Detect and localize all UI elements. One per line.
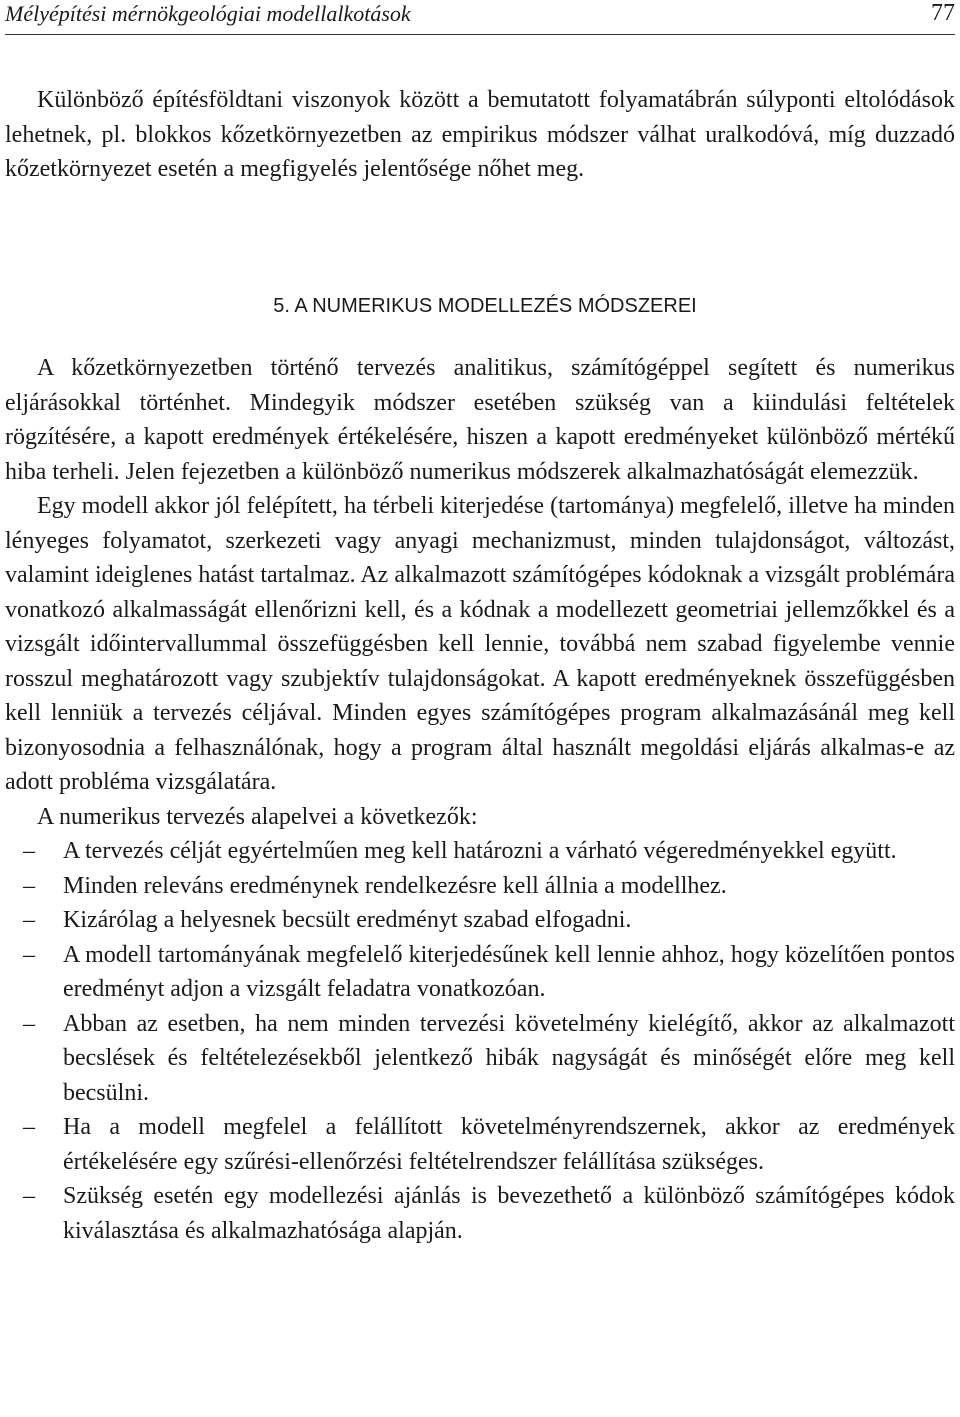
dash-marker: – [23,872,35,899]
dash-marker: – [23,1114,35,1140]
dash-marker: – [23,1010,35,1037]
section-paragraph-1: A kőzetkörnyezetben történő tervezés analitikus, számítógéppel segített és numerikus eljárásokkal történhet. Mindegyik módszer esetében szükség van a kiindulási feltételek rögzítésére, a kapott eredmények értékelésére, hiszen a kapott eredményeket különböző mértékű hiba terheli. Jelen fejezetben a különböző numerikus módszerek alkalmazhatóságát elemezzük. [5,355,955,485]
list-item [5,1007,955,1111]
document-body [5,83,955,1248]
list-item [5,903,955,938]
list-item [5,834,955,869]
list-item-text: Abban az esetben, ha nem minden tervezési követelmény kielégítő, akkor az alkalmazott becslések és feltételezésekből jelentkező hibák nagyságát és minőségét előre meg kell becsülni. [63,1010,955,1106]
list-item [5,1110,955,1179]
header-title: Mélyépítési mérnökgeológiai modellalkotások [5,1,411,26]
dash-marker: – [23,1183,35,1209]
list-item-text: Minden releváns eredménynek rendelkezésre kell állnia a modellhez. [63,872,727,899]
section-paragraph-2: Egy modell akkor jól felépített, ha térbeli kiterjedése (tartománya) megfelelő, illetve ha minden lényeges folyamatot, szerkezeti vagy anyagi mechanizmust, minden tulajdonságot, változást, valamint ideiglenes hatást tartalmaz. Az alkalmazott számítógépes kódoknak a vizsgált problémára vonatkozó alkalmasságát ellenőrizni kell, és a kódnak a modellezett geometriai jellemzőkkel és a vizsgált időintervallummal összefüggésben kell lennie, továbbá nem szabad figyelembe vennie rosszul meghatározott vagy szubjektív tulajdonságokat. A kapott eredményeknek összefüggésben kell lenniük a tervezés céljával. Minden egyes számítógépes program alkalmazásánál meg kell bizonyosodnia a felhasználónak, hogy a program által használt megoldási eljárás alkalmas-e az adott probléma vizsgálatára. [5,493,955,795]
intro-paragraph: Különböző építésföldtani viszonyok között a bemutatott folyamatábrán súlyponti eltolódások lehetnek, pl. blokkos kőzetkörnyezetben az empirikus módszer válhat uralkodóvá, míg duzzadó kőzetkörnyezet esetén a megfigyelés jelentősége nőhet meg. [5,87,955,182]
list-intro: A numerikus tervezés alapelvei a következők: [37,803,478,830]
principles-list [5,834,955,1248]
list-item [5,1179,955,1248]
section-heading: 5. A NUMERIKUS MODELLEZÉS MÓDSZEREI [273,294,697,317]
dash-marker: – [23,941,35,968]
page-number: 77 [931,0,955,26]
list-item-text: A modell tartományának megfelelő kiterjedésűnek kell lennie ahhoz, hogy közelítően pontos eredményt adjon a vizsgált feladatra vonatkozóan. [63,941,955,1002]
dash-marker: – [23,907,35,933]
list-item-text: A tervezés célját egyértelműen meg kell határozni a várható végeredményekkel együtt. [63,838,897,864]
list-item-text: Kizárólag a helyesnek becsült eredményt szabad elfogadni. [63,907,632,933]
running-header [5,0,955,35]
list-item [5,869,955,904]
list-item [5,938,955,1007]
dash-marker: – [23,838,35,864]
list-item-text: Ha a modell megfelel a felállított követelményrendszernek, akkor az eredmények értékelésére egy szűrési-ellenőrzési feltételrendszer felállítása szükséges. [63,1114,955,1175]
list-item-text: Szükség esetén egy modellezési ajánlás is bevezethető a különböző számítógépes kódok kiválasztása és alkalmazhatósága alapján. [63,1183,955,1244]
